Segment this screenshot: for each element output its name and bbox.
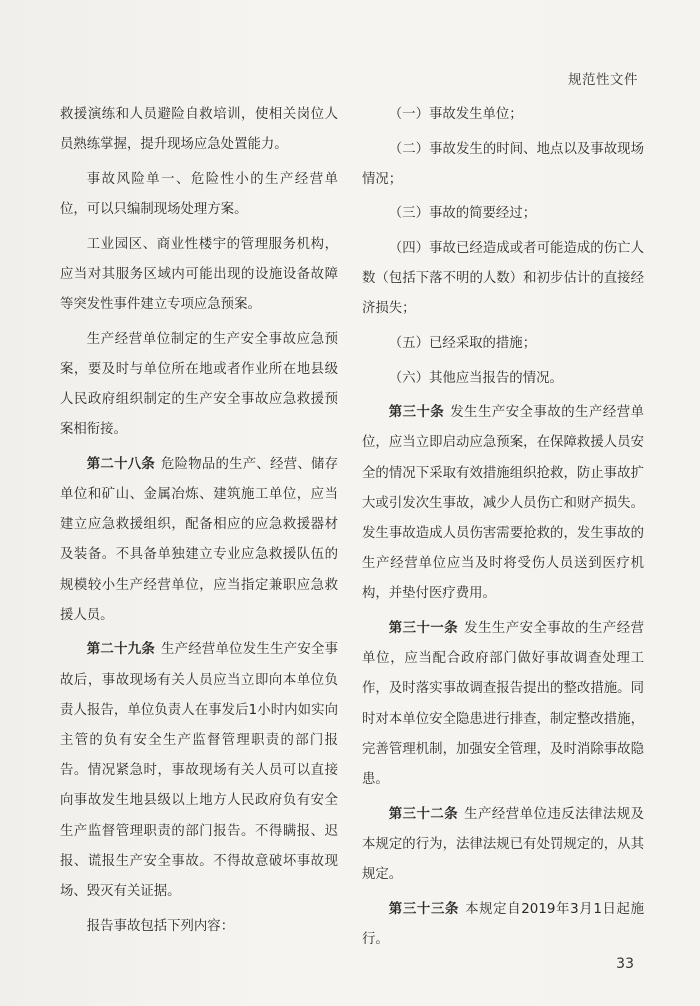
article-number: 第三十一条 [388,620,459,636]
paragraph: 救援演练和人员避险自救培训，使相关岗位人员熟练掌握，提升现场应急处置能力。 [60,107,338,153]
paragraph: 工业园区、商业性楼宇的管理服务机构，应当对其服务区域内可能出现的设施设备故障等突发性事件建立专项应急预案。 [60,236,338,312]
article-number: 第二十八条 [86,456,155,472]
left-column [60,100,338,946]
article-number: 第二十九条 [86,642,155,658]
article-32: 第三十二条 生产经营单位违反法律法规及本规定的行为，法律法规已有处罚规定的，从其规定。 [362,806,645,882]
paragraph: 报告事故包括下列内容： [86,918,235,934]
article-29: 第二十九条 生产经营单位发生生产安全事故后，事故现场有关人员应当立即向本单位负责人报告，单位负责人在事发后1小时内如实向主管的负有安全生产监督管理职责的部门报告。情况紧急时，事故现场有关人员可以直接向事故发生地县级以上地方人民政府负有安全生产监督管理职责的部门报告。不得瞒报、迟报、谎报生产安全事故。不得故意破坏事故现场、毁灭有关证据。 [60,642,339,900]
paragraph: 生产经营单位制定的生产安全事故应急预案，要及时与单位所在地或者作业所在地县级人民政府组织制定的生产安全事故应急救援预案相衔接。 [60,331,338,438]
article-28: 第二十八条 危险物品的生产、经营、储存单位和矿山、金属冶炼、建筑施工单位，应当建立应急救援组织，配备相应的应急救援器材及装备。不具备单独建立专业应急救援队伍的规模较小生产经营单位，应当指定兼职应急救援人员。 [60,456,339,623]
list-item: （四）事故已经造成或者可能造成的伤亡人数（包括下落不明的人数）和初步估计的直接经济损失； [362,240,644,317]
list-item: （六）其他应当报告的情况。 [388,370,563,386]
list-item: （三）事故的简要经过； [388,206,537,222]
list-item: （二）事故发生的时间、地点以及事故现场情况； [362,141,644,187]
header-label: 规范性文件 [568,72,638,88]
article-number: 第三十三条 [388,901,460,917]
list-item: （一）事故发生单位； [388,107,523,122]
article-30: 第三十条 发生生产安全事故的生产经营单位，应当立即启动应急预案，在保障救援人员安全的情况下采取有效措施组织抢救，防止事故扩大或引发次生事故，减少人员伤亡和财产损失。发生事故造成人员伤害需要抢救的，发生事故的生产经营单位应当及时将受伤人员送到医疗机构，并垫付医疗费用。 [362,405,645,602]
page-number: 33 [616,956,634,972]
right-column [362,100,644,959]
paragraph: 事故风险单一、危险性小的生产经营单位，可以只编制现场处理方案。 [60,171,338,217]
article-31: 第三十一条 发生生产安全事故的生产经营单位，应当配合政府部门做好事故调查处理工作，及时落实事故调查报告提出的整改措施。同时对本单位安全隐患进行排查，制定整改措施，完善管理机制，加强安全管理，及时消除事故隐患。 [362,620,645,787]
article-33: 第三十三条 本规定自2019年3月1日起施行。 [362,901,645,947]
article-number: 第三十条 [388,405,445,421]
list-item: （五）已经采取的措施； [388,335,537,351]
article-number: 第三十二条 [388,806,459,822]
